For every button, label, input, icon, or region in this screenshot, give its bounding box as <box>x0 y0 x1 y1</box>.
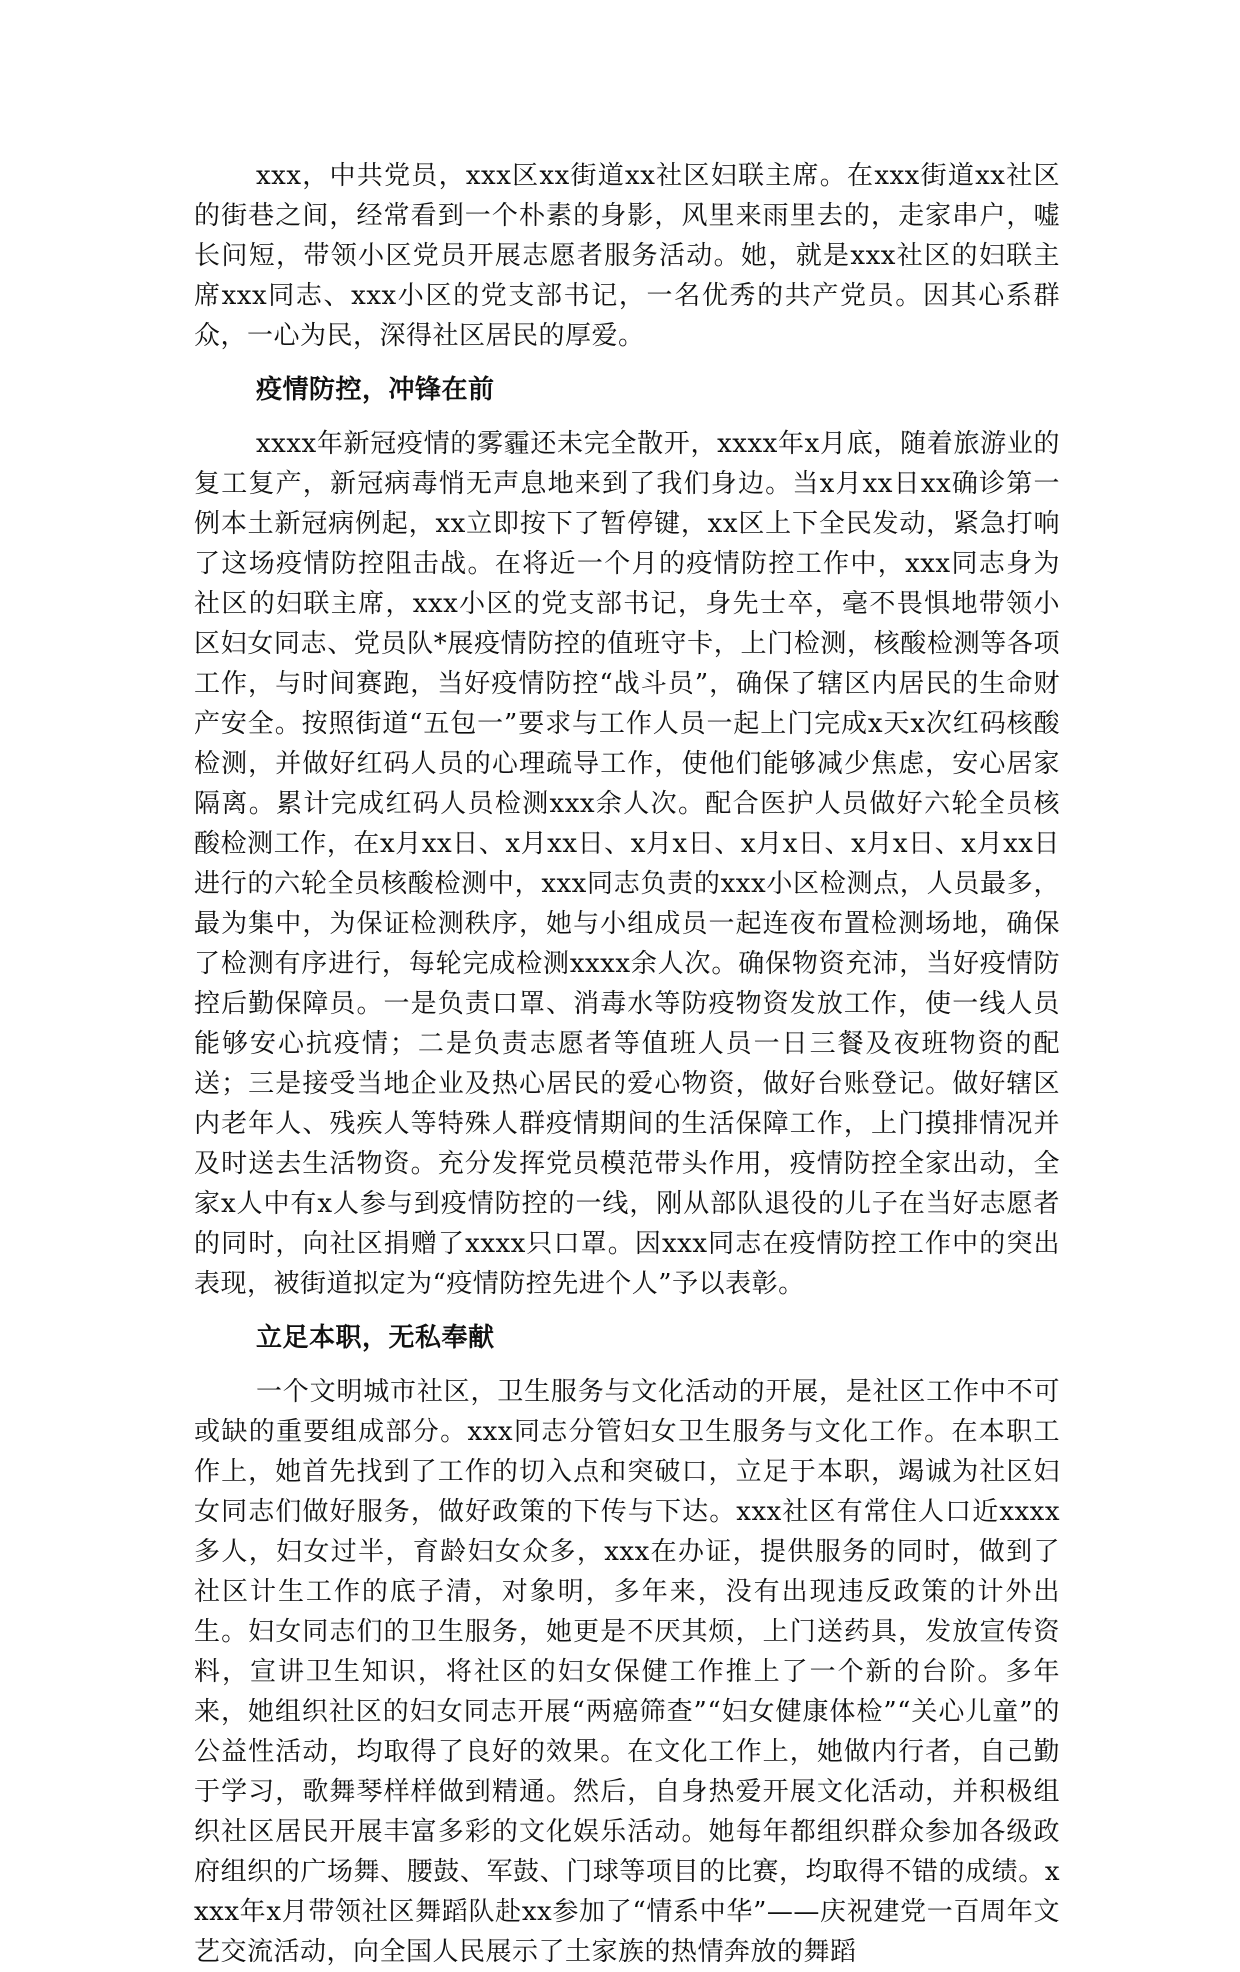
epidemic-paragraph: xxxx年新冠疫情的雾霾还未完全散开，xxxx年x月底，随着旅游业的复工复产，新冠病毒悄无声息地来到了我们身边。当x月xx日xx确诊第一例本土新冠病例起，xx立即按下了暂停键，xx区上下全民发动，紧急打响了这场疫情防控阻击战。在将近一个月的疫情防控工作中，xxx同志身为社区的妇联主席，xxx小区的党支部书记，身先士卒，毫不畏惧地带领小区妇女同志、党员队*展疫情防控的值班守卡，上门检测，核酸检测等各项工作，与时间赛跑，当好疫情防控“战斗员”，确保了辖区内居民的生命财产安全。按照街道“五包一”要求与工作人员一起上门完成x天x次红码核酸检测，并做好红码人员的心理疏导工作，使他们能够减少焦虑，安心居家隔离。累计完成红码人员检测xxx余人次。配合医护人员做好六轮全员核酸检测工作，在x月xx日、x月xx日、x月x日、x月x日、x月x日、x月xx日进行的六轮全员核酸检测中，xxx同志负责的xxx小区检测点，人员最多，最为集中，为保证检测秩序，她与小组成员一起连夜布置检测场地，确保了检测有序进行，每轮完成检测xxxx余人次。确保物资充沛，当好疫情防控后勤保障员。一是负责口罩、消毒水等防疫物资发放工作，使一线人员能够安心抗疫情；二是负责志愿者等值班人员一日三餐及夜班物资的配送；三是接受当地企业及热心居民的爱心物资，做好台账登记。做好辖区内老年人、残疾人等特殊人群疫情期间的生活保障工作，上门摸排情况并及时送去生活物资。充分发挥党员模范带头作用，疫情防控全家出动，全家x人中有x人参与到疫情防控的一线，刚从部队退役的儿子在当好志愿者的同时，向社区捐赠了xxxx只口罩。因xxx同志在疫情防控工作中的突出表现，被街道拟定为“疫情防控先进个人”予以表彰。 <box>194 429 1060 1299</box>
intro-paragraph: xxx，中共党员，xxx区xx街道xx社区妇联主席。在xxx街道xx社区的街巷之间，经常看到一个朴素的身影，风里来雨里去的，走家串户，嘘长问短，带领小区党员开展志愿者服务活动。她，就是xxx社区的妇联主席xxx同志、xxx小区的党支部书记，一名优秀的共产党员。因其心系群众，一心为民，深得社区居民的厚爱。 <box>194 161 1060 351</box>
document-page <box>194 156 1060 1972</box>
section-heading-epidemic: 疫情防控，冲锋在前 <box>256 375 495 405</box>
duty-paragraph: 一个文明城市社区，卫生服务与文化活动的开展，是社区工作中不可或缺的重要组成部分。xxx同志分管妇女卫生服务与文化工作。在本职工作上，她首先找到了工作的切入点和突破口，立足于本职，竭诚为社区妇女同志们做好服务，做好政策的下传与下达。xxx社区有常住人口近xxxx多人，妇女过半，育龄妇女众多，xxx在办证，提供服务的同时，做到了社区计生工作的底子清，对象明，多年来，没有出现违反政策的计外出生。妇女同志们的卫生服务，她更是不厌其烦，上门送药具，发放宣传资料，宣讲卫生知识，将社区的妇女保健工作推上了一个新的台阶。多年来，她组织社区的妇女同志开展“两癌筛查”“妇女健康体检”“关心儿童”的公益性活动，均取得了良好的效果。在文化工作上，她做内行者，自己勤于学习，歌舞琴样样做到精通。然后，自身热爱开展文化活动，并积极组织社区居民开展丰富多彩的文化娱乐活动。她每年都组织群众参加各级政府组织的广场舞、腰鼓、军鼓、门球等项目的比赛，均取得不错的成绩。xxxx年x月带领社区舞蹈队赴xx参加了“情系中华”——庆祝建党一百周年文艺交流活动，向全国人民展示了土家族的热情奔放的舞蹈 <box>194 1377 1060 1967</box>
section-heading-duty: 立足本职，无私奉献 <box>256 1323 495 1353</box>
